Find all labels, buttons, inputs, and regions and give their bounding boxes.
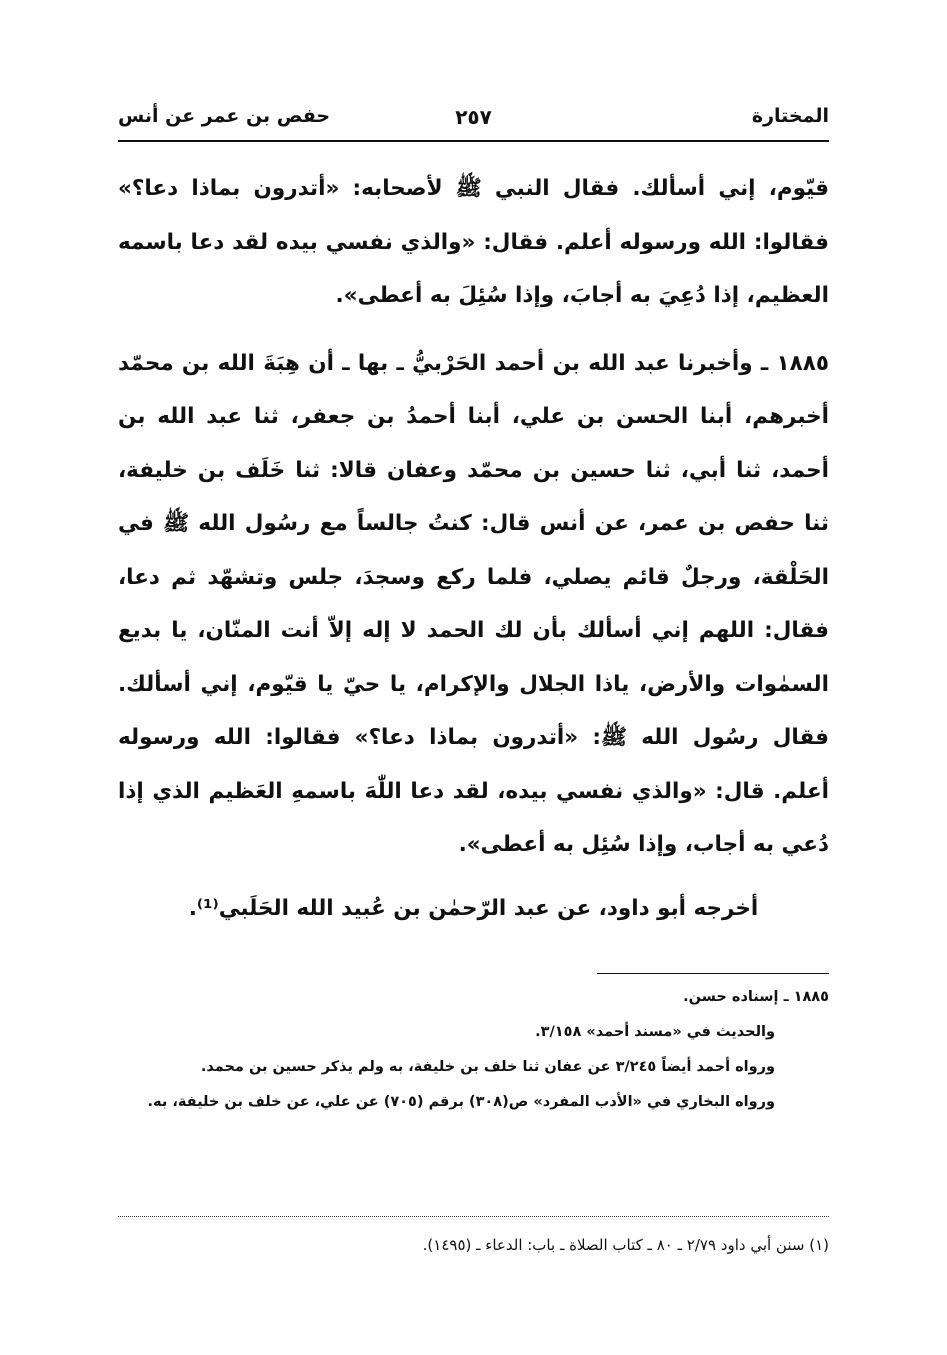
footnote-line: ورواه أحمد أيضاً ٣/٢٤٥ عن عفان ثنا خلف بن خليفة، به ولم يذكر حسين بن محمد.: [200, 1059, 775, 1075]
hadith-1885: ١٨٨٥ ـ وأخبرنا عبد الله بن أحمد الحَرْبيُّ ـ بها ـ أن هِبَةَ الله بن محمّد أخبرهم، أبنا الحسن بن علي، أبنا أحمدُ بن جعفر، ثنا عبد الله بن أحمد، ثنا أبي، ثنا حسين بن محمّد وعفان قالا: ثنا خَلَف بن خليفة، ثنا حفص بن عمر، عن أنس قال: كنتُ جالساً مع رسُول الله ﷺ في الحَلْقة، ورجلٌ قائم يصلي، فلما ركع وسجدَ، جلس وتشهّد ثم دعا، فقال: اللهم إني أسألك بأن لك الحمد لا إله إلاّ أنت المنّان، يا بديع السمٰوات والأرض، ياذا الجلال والإكرام، يا حيّ يا قيّوم، إني أسألك. فقال رسُول الله ﷺ: «أتدرون بماذا دعا؟» فقالوا: الله ورسوله أعلم. قال: «والذي نفسي بيده، لقد دعا اللّٰهَ باسمهِ العَظيم الذي إذا دُعي به أجاب، وإذا سُئِل به أعطى».: [118, 350, 829, 857]
header-book-title: المختارة: [751, 105, 829, 127]
reference-footnote: (١) سنن أبي داود ٢/٧٩ ـ ٨٠ ـ كتاب الصلاة ـ باب: الدعاء ـ (١٤٩٥).: [422, 1236, 829, 1254]
footnote-line: ١٨٨٥ ـ إسناده حسن.: [683, 989, 829, 1005]
main-text: [118, 162, 829, 935]
footnotes: [118, 980, 829, 1120]
footnote-rule: [597, 973, 829, 974]
dotted-separator: [118, 1216, 829, 1217]
attribution-line: أخرجه أبو داود، عن عبد الرّحمٰن بن عُبيد الله الحَلَبي⁽¹⁾.: [188, 895, 759, 921]
footnote-line: والحديث في «مسند أحمد» ٣/١٥٨.: [535, 1024, 775, 1040]
paragraph-spacer: [118, 323, 829, 337]
page-header: [118, 103, 829, 139]
header-rule: [118, 140, 829, 142]
paragraph-continuation: قيّوم، إني أسألك. فقال النبي ﷺ لأصحابه: «أتدرون بماذا دعا؟» فقالوا: الله ورسوله أعلم. فقال: «والذي نفسي بيده لقد دعا باسمه العظيم، إذا دُعِيَ به أجابَ، وإذا سُئِلَ به أعطى».: [118, 176, 829, 308]
header-chapter-title: حفص بن عمر عن أنس: [118, 105, 331, 127]
footnote-line: ورواه البخاري في «الأدب المفرد» ص(٣٠٨) برقم (٧٠٥) عن علي، عن خلف بن خليفة، به.: [147, 1094, 775, 1110]
page-number: ٢٥٧: [455, 105, 492, 129]
